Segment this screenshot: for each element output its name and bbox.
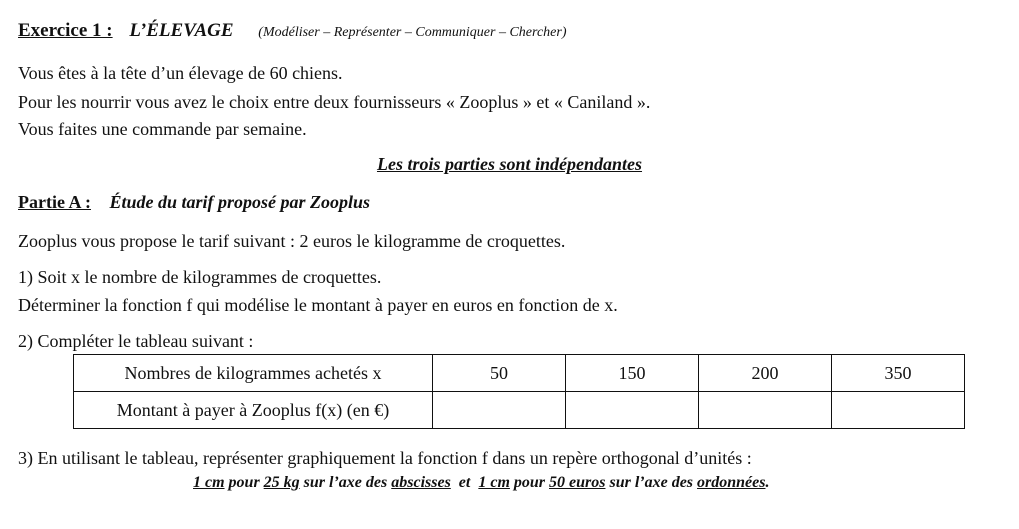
unit-cm-y: 1 cm [478, 474, 510, 491]
unit-cm-x: 1 cm [193, 474, 225, 491]
exercise-title: L’ÉLEVAGE [129, 20, 234, 41]
question-1-line-2: Déterminer la fonction f qui modélise le montant à payer en euros en fonction de x. [18, 295, 618, 315]
table-row [74, 355, 965, 392]
table-cell-empty[interactable] [699, 392, 832, 429]
unit-kg: 25 kg [263, 474, 300, 491]
part-a-heading [18, 192, 370, 213]
intro-line-3: Vous faites une commande par semaine. [18, 119, 307, 139]
question-3: 3) En utilisant le tableau, représenter graphiquement la fonction f dans un repère orthogonal d’unités : [18, 448, 752, 468]
units-text: sur l’axe des [299, 474, 392, 491]
part-a-statement: Zooplus vous propose le tarif suivant : 2 euros le kilogramme de croquettes. [18, 231, 566, 251]
part-a-title: Étude du tarif proposé par Zooplus [109, 192, 371, 212]
intro-line-2: Pour les nourrir vous avez le choix entre deux fournisseurs « Zooplus » et « Caniland ». [18, 92, 651, 112]
question-2: 2) Compléter le tableau suivant : [18, 331, 254, 351]
unit-ordinate: ordonnées [697, 474, 766, 491]
table-cell-empty[interactable] [566, 392, 699, 429]
table-cell-empty[interactable] [433, 392, 566, 429]
table-cell: 50 [433, 355, 566, 392]
unit-abscissa: abscisses [391, 474, 451, 491]
units-text: . [765, 474, 770, 491]
table-row [74, 392, 965, 429]
intro-line-1: Vous êtes à la tête d’un élevage de 60 chiens. [18, 63, 343, 83]
exercise-label: Exercice 1 : [18, 20, 113, 41]
table-cell: 150 [566, 355, 699, 392]
units-text: sur l’axe des [605, 474, 698, 491]
table-row-label-kg: Nombres de kilogrammes achetés x [74, 355, 433, 392]
unit-euros: 50 euros [549, 474, 606, 491]
units-text: pour [224, 474, 264, 491]
table-row-label-amount: Montant à payer à Zooplus f(x) (en €) [74, 392, 433, 429]
table-cell: 200 [699, 355, 832, 392]
parts-independent-note: Les trois parties sont indépendantes [376, 154, 643, 174]
table-cell: 350 [832, 355, 965, 392]
units-caption [193, 474, 769, 492]
question-1-line-1: 1) Soit x le nombre de kilogrammes de croquettes. [18, 267, 382, 287]
exercise-skills: (Modéliser – Représenter – Communiquer – Chercher) [258, 25, 567, 40]
table-cell-empty[interactable] [832, 392, 965, 429]
part-a-label: Partie A : [18, 192, 91, 212]
values-table [73, 354, 965, 429]
units-text: et [450, 474, 479, 491]
exercise-header [18, 20, 566, 42]
units-text: pour [509, 474, 550, 491]
